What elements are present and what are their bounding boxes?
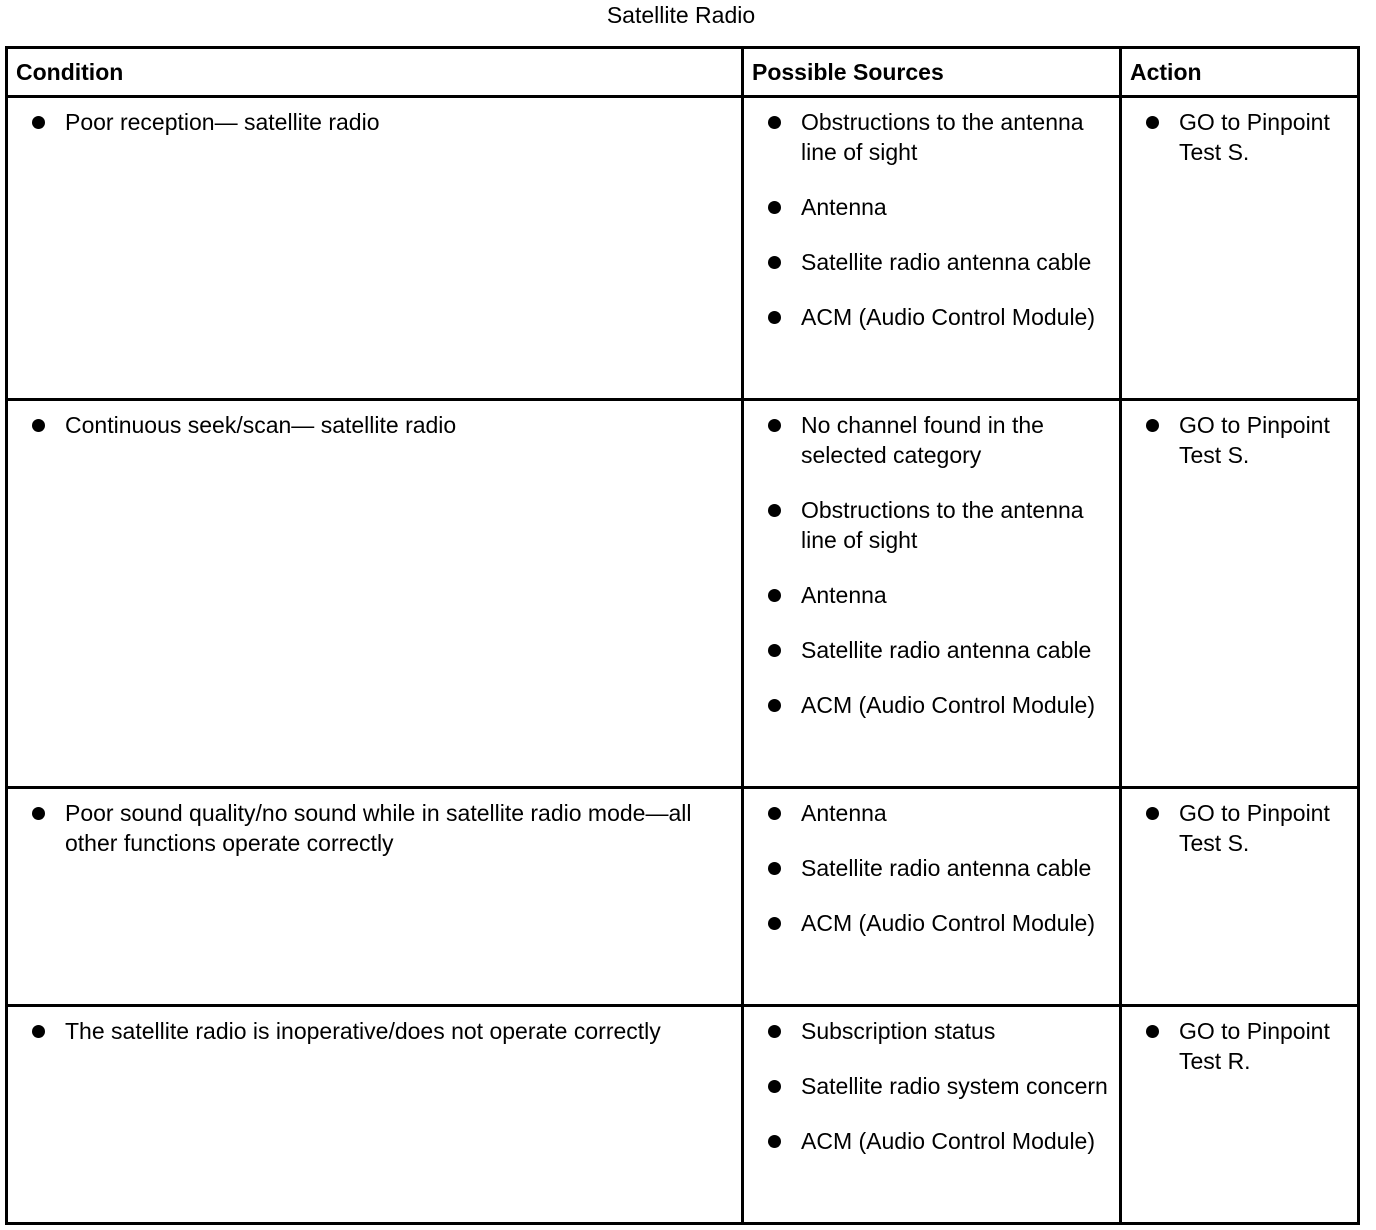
list-item (744, 635, 1113, 665)
condition-text: Poor reception— satellite radio (65, 109, 380, 135)
action-cell (1121, 788, 1359, 1006)
list-item (744, 1071, 1113, 1101)
list-item (8, 1016, 735, 1046)
source-text: Antenna (801, 194, 887, 220)
bullet-icon (32, 116, 45, 129)
list-item (744, 192, 1113, 222)
action-text: GO to Pinpoint Test S. (1179, 412, 1330, 468)
action-cell (1121, 97, 1359, 400)
list-item (1122, 1016, 1351, 1076)
action-text: GO to Pinpoint Test S. (1179, 109, 1330, 165)
source-text: ACM (Audio Control Module) (801, 910, 1096, 936)
source-text: ACM (Audio Control Module) (801, 1128, 1096, 1154)
sources-cell (743, 1006, 1121, 1224)
list-item (8, 410, 735, 440)
sources-cell (743, 400, 1121, 788)
bullet-icon (768, 917, 781, 930)
bullet-icon (1146, 807, 1159, 820)
source-text: Antenna (801, 582, 887, 608)
table-row (7, 1006, 1359, 1224)
action-cell (1121, 1006, 1359, 1224)
bullet-icon (768, 699, 781, 712)
bullet-icon (32, 419, 45, 432)
list-item (744, 495, 1113, 555)
bullet-icon (32, 807, 45, 820)
source-text: No channel found in the selected category (801, 412, 1044, 468)
sources-header: Possible Sources (743, 48, 1121, 97)
table-row (7, 400, 1359, 788)
sources-cell (743, 788, 1121, 1006)
list-item (744, 107, 1113, 167)
source-text: Satellite radio antenna cable (801, 855, 1092, 881)
source-text: Satellite radio antenna cable (801, 249, 1092, 275)
bullet-icon (768, 116, 781, 129)
list-item (744, 908, 1113, 938)
source-text: Obstructions to the antenna line of sight (801, 497, 1084, 553)
action-text: GO to Pinpoint Test R. (1179, 1018, 1330, 1074)
source-text: ACM (Audio Control Module) (801, 692, 1096, 718)
list-item (744, 410, 1113, 470)
page-title: Satellite Radio (606, 2, 756, 28)
header-row (7, 48, 1359, 97)
bullet-icon (1146, 116, 1159, 129)
bullet-icon (1146, 419, 1159, 432)
condition-cell (7, 97, 743, 400)
condition-header: Condition (7, 48, 743, 97)
symptom-chart-table (5, 46, 1360, 1225)
source-text: Obstructions to the antenna line of sight (801, 109, 1084, 165)
bullet-icon (768, 1080, 781, 1093)
bullet-icon (768, 504, 781, 517)
bullet-icon (768, 256, 781, 269)
list-item (8, 107, 735, 137)
list-item (1122, 798, 1351, 858)
action-cell (1121, 400, 1359, 788)
bullet-icon (768, 862, 781, 875)
sources-cell (743, 97, 1121, 400)
list-item (744, 580, 1113, 610)
list-item (744, 247, 1113, 277)
bullet-icon (1146, 1025, 1159, 1038)
source-text: Satellite radio system concern (801, 1073, 1108, 1099)
source-text: Antenna (801, 800, 887, 826)
condition-text: Continuous seek/scan— satellite radio (65, 412, 457, 438)
source-text: Subscription status (801, 1018, 996, 1044)
action-text: GO to Pinpoint Test S. (1179, 800, 1330, 856)
list-item (1122, 107, 1351, 167)
bullet-icon (768, 311, 781, 324)
list-item (744, 690, 1113, 720)
source-text: ACM (Audio Control Module) (801, 304, 1096, 330)
list-item (1122, 410, 1351, 470)
bullet-icon (32, 1025, 45, 1038)
source-text: Satellite radio antenna cable (801, 637, 1092, 663)
condition-cell (7, 1006, 743, 1224)
action-header: Action (1121, 48, 1359, 97)
condition-text: The satellite radio is inoperative/does not operate correctly (65, 1018, 661, 1044)
table-row (7, 97, 1359, 400)
table-row (7, 788, 1359, 1006)
bullet-icon (768, 589, 781, 602)
list-item (8, 798, 735, 858)
list-item (744, 1126, 1113, 1156)
list-item (744, 853, 1113, 883)
list-item (744, 302, 1113, 332)
condition-text: Poor sound quality/no sound while in satellite radio mode—all other functions operate correctly (65, 800, 692, 856)
bullet-icon (768, 807, 781, 820)
list-item (744, 798, 1113, 828)
condition-cell (7, 788, 743, 1006)
list-item (744, 1016, 1113, 1046)
bullet-icon (768, 201, 781, 214)
bullet-icon (768, 644, 781, 657)
bullet-icon (768, 419, 781, 432)
bullet-icon (768, 1025, 781, 1038)
condition-cell (7, 400, 743, 788)
bullet-icon (768, 1135, 781, 1148)
